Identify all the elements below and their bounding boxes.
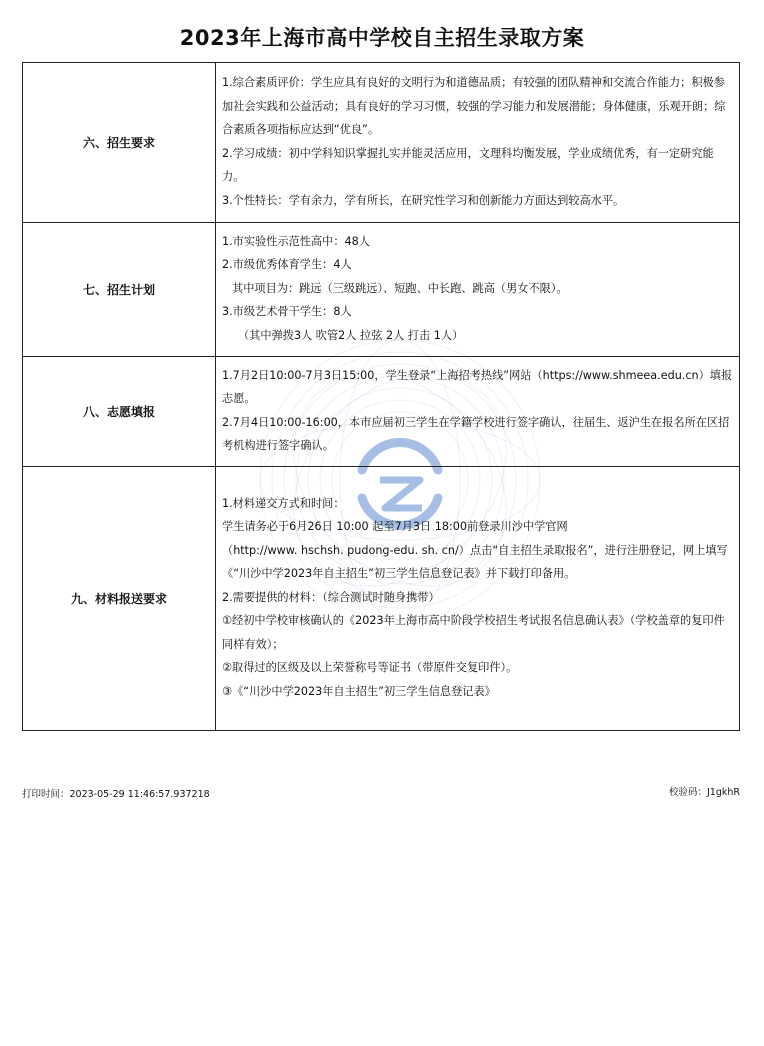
content-line: ②取得过的区级及以上荣誉称号等证书（带原件交复印件）。: [222, 661, 518, 675]
content-line: 1.综合素质评价：学生应具有良好的文明行为和道德品质；有较强的团队精神和交流合作能力；积极参加社会实践和公益活动；具有良好的学习习惯，较强的学习能力和发展潜能；身体健康，乐观开朗；综合素质各项指标应达到“优良”。: [222, 76, 726, 136]
content-line: 2.7月4日10:00-16:00，本市应届初三学生在学籍学校进行签字确认，往届生、返沪生在报名所在区招考机构进行签字确认。: [222, 415, 730, 452]
section-label: 六、招生要求: [23, 63, 216, 223]
content-line: 其中项目为：跳远（三级跳远）、短跑、中长跑、跳高（男女不限）。: [232, 281, 568, 295]
content-line: 1.市实验性示范性高中：48人: [222, 234, 370, 248]
print-time: 打印时间：2023-05-29 11:46:57.937218: [22, 789, 210, 800]
content-line: ①经初中学校审核确认的《2023年上海市高中阶段学校招生考试报名信息确认表》（学校盖章的复印件同样有效）；: [222, 614, 725, 651]
table-row: [23, 357, 740, 467]
section-label: 七、招生计划: [23, 223, 216, 357]
content-line: 2.学习成绩：初中学科知识掌握扎实并能灵活应用，文理科均衡发展，学业成绩优秀，有一定研究能力。: [222, 146, 714, 183]
section-content: [216, 467, 740, 731]
content-line: 1.7月2日10:00-7月3日15:00，学生登录“上海招考热线”网站（https://www.shmeea.edu.cn）填报志愿。: [222, 368, 733, 405]
content-line: （http://www. hschsh. pudong-edu. sh. cn/）点击“自主招生录取报名”，进行注册登记，网上填写《“川沙中学2023年自主招生”初三学生信息登记表》并下载打印备用。: [222, 543, 728, 581]
admission-plan-table: [22, 62, 740, 731]
content-line: 3.个性特长：学有余力，学有所长，在研究性学习和创新能力方面达到较高水平。: [222, 193, 625, 207]
table-row: [23, 223, 740, 357]
content-line: 2.需要提供的材料：（综合测试时随身携带）: [222, 590, 440, 604]
page-title: 2023年上海市高中学校自主招生录取方案: [179, 26, 585, 50]
verify-code: 校验码：J1gkhR: [669, 787, 740, 798]
content-line: 学生请务必于6月26日 10:00 起至7月3日 18:00前登录川沙中学官网: [222, 520, 568, 534]
content-line: 3.市级艺术骨干学生：8人: [222, 305, 352, 319]
section-content: [216, 223, 740, 357]
table-row: [23, 63, 740, 223]
content-line: 2.市级优秀体育学生：4人: [222, 258, 352, 272]
content-line: （其中弹拨3人 吹管2人 拉弦 2人 打击 1人）: [238, 328, 464, 342]
content-line: ③《“川沙中学2023年自主招生”初三学生信息登记表》: [222, 684, 496, 698]
section-content: [216, 357, 740, 467]
section-label: 九、材料报送要求: [23, 467, 216, 731]
section-label: 八、志愿填报: [23, 357, 216, 467]
table-row: [23, 467, 740, 731]
content-line: 1.材料递交方式和时间：: [222, 496, 345, 510]
section-content: [216, 63, 740, 223]
